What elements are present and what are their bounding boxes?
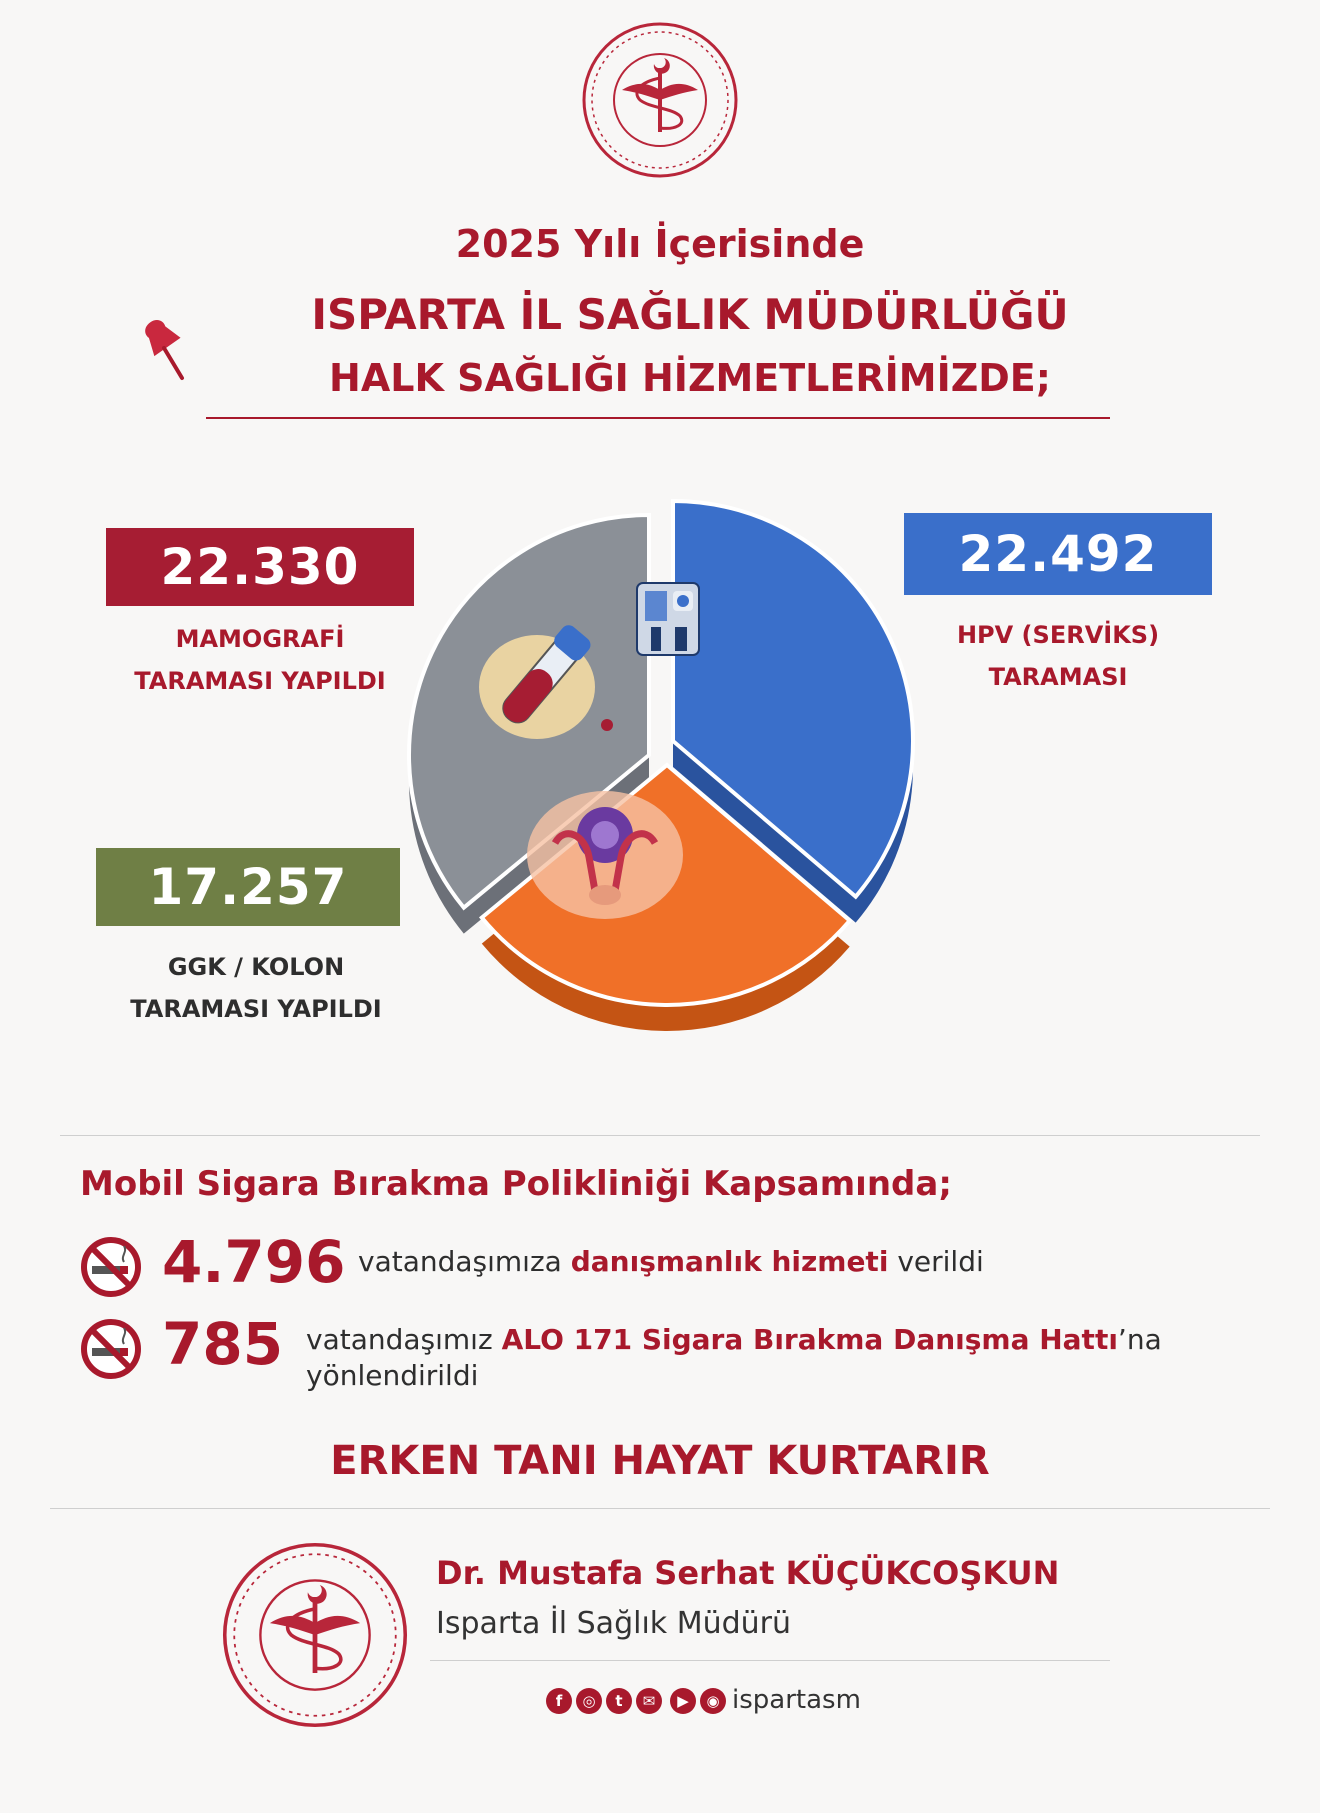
counseling-text-bold: danışmanlık hizmeti (570, 1245, 889, 1278)
medical-device-icon (637, 583, 699, 655)
mamografi-caption-line2: TARAMASI YAPILDI (134, 667, 386, 695)
no-smoking-icon (80, 1318, 142, 1380)
ggk-value-box: 17.257 (96, 848, 400, 926)
header-underline (206, 417, 1110, 419)
header-org-line: ISPARTA İL SAĞLIK MÜDÜRLÜĞÜ (311, 290, 1069, 339)
counseling-number: 4.796 (162, 1228, 346, 1296)
counseling-text (358, 1244, 984, 1280)
smoking-heading: Mobil Sigara Bırakma Polikliniği Kapsamında; (80, 1164, 952, 1204)
ggk-caption-line2: TARAMASI YAPILDI (130, 995, 382, 1023)
pushpin-icon (134, 312, 194, 382)
hotline-text-post: ’na (1117, 1323, 1162, 1356)
director-name: Dr. Mustafa Serhat KÜÇÜKCOŞKUN (436, 1554, 1060, 1592)
ggk-caption (96, 946, 416, 1030)
mail-icon[interactable]: ✉ (636, 1688, 662, 1714)
social-handle[interactable]: ispartasm (732, 1685, 861, 1715)
uterus-icon (527, 791, 683, 919)
counseling-text-pre: vatandaşımıza (358, 1245, 562, 1278)
instagram-icon[interactable]: ◎ (576, 1688, 602, 1714)
ministry-emblem-top (580, 20, 740, 180)
header-year-line: 2025 Yılı İçerisinde (455, 222, 865, 266)
hpv-caption (904, 614, 1212, 698)
header-services-line: HALK SAĞLIĞI HİZMETLERİMİZDE; (329, 356, 1051, 400)
hpv-value-box: 22.492 (904, 513, 1212, 595)
hpv-caption-line2: TARAMASI (988, 663, 1128, 691)
section-divider (60, 1135, 1260, 1136)
hotline-text-line2: yönlendirildi (306, 1359, 479, 1392)
web-icon[interactable]: ◉ (700, 1688, 726, 1714)
hotline-number: 785 (162, 1310, 284, 1378)
hotline-text (306, 1322, 1162, 1358)
twitter-icon[interactable]: t (606, 1688, 632, 1714)
ggk-caption-line1: GGK / KOLON (167, 953, 345, 981)
hotline-text-pre: vatandaşımız (306, 1323, 493, 1356)
director-title: Isparta İl Sağlık Müdürü (436, 1606, 791, 1641)
footer-name-divider (430, 1660, 1110, 1661)
slogan: ERKEN TANI HAYAT KURTARIR (330, 1438, 990, 1484)
hpv-caption-line1: HPV (SERVİKS) (956, 621, 1160, 649)
social-row (546, 1685, 966, 1718)
mamografi-value-box: 22.330 (106, 528, 414, 606)
hotline-text-bold: ALO 171 Sigara Bırakma Danışma Hattı (501, 1323, 1118, 1356)
youtube-icon[interactable]: ▶ (670, 1688, 696, 1714)
no-smoking-icon (80, 1236, 142, 1298)
mamografi-caption-line1: MAMOGRAFİ (175, 625, 345, 653)
pie-chart (385, 495, 945, 1035)
footer-divider (50, 1508, 1270, 1509)
ministry-emblem-footer (220, 1540, 410, 1730)
facebook-icon[interactable]: f (546, 1688, 572, 1714)
counseling-text-post: verildi (897, 1245, 984, 1278)
mamografi-caption (90, 618, 430, 702)
